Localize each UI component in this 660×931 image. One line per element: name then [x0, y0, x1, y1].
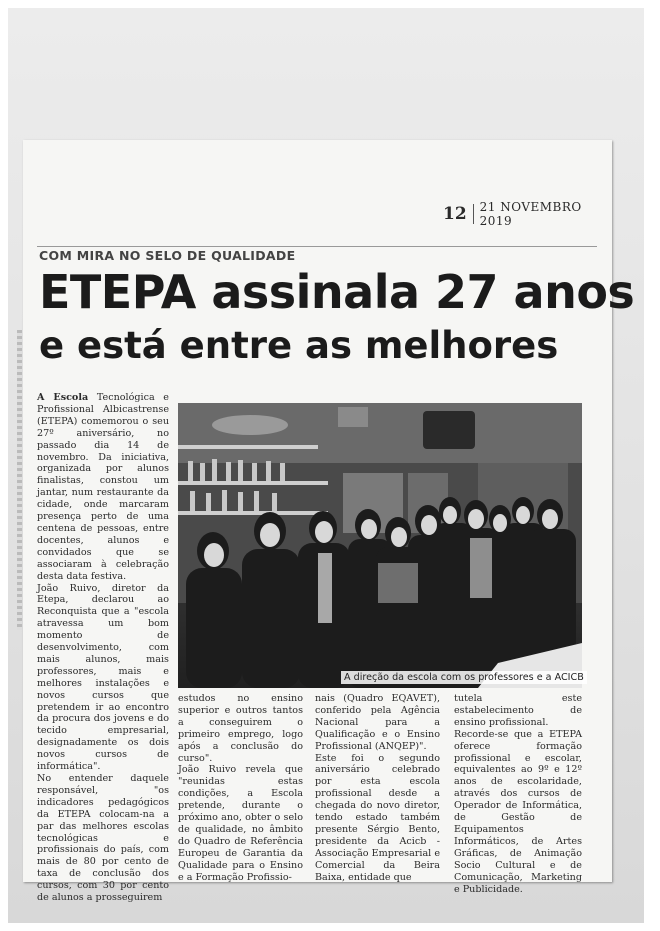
article-column-1: [37, 392, 169, 904]
publication-date: 21 NOVEMBRO 2019: [479, 200, 582, 228]
paragraph: nais (Quadro EQAVET), conferido pela Agência Nacional para a Qualificação e o Ensino Profissional (ANQEP)".: [315, 693, 440, 752]
photo-caption: A direção da escola com os professores e a ACICB: [341, 671, 587, 684]
header-divider: [473, 204, 474, 224]
paragraph: Este foi o segundo aniversário celebrado por esta escola profissional desde a chegada do novo diretor, tendo estado também presente Sérgio Bento, presidente da Acicb - Associação Empresarial e Comercial da Beira Baixa, entidade que: [315, 752, 440, 883]
paragraph: Recorde-se que a ETEPA oferece formação profissional e escolar, equivalentes ao 9º e 12º anos de escolaridade, através dos cursos de Operador de Informática, de Gestão de Equipamentos Informáticos, de Artes Gráficas, de Animação Socio Cultural e de Comunicação, Marketing e Publicidade.: [454, 728, 582, 895]
paragraph: No entender daquele responsável, "os indicadores pedagógicos da ETEPA colocam-na a par das melhores escolas tecnológicas e profissionais do país, com mais de 80 por cento de taxa de conclusão dos cursos, com 30 por cento de alunos a prosseguirem: [37, 773, 169, 904]
paragraph: tutela este estabelecimento de ensino profissional.: [454, 693, 582, 728]
article-kicker: COM MIRA NO SELO DE QUALIDADE: [39, 248, 296, 263]
article-column-3: [315, 693, 440, 884]
kicker-rule: [37, 246, 597, 247]
lead-words: A Escola: [37, 392, 89, 403]
paragraph: estudos no ensino superior e outros tantos a conseguirem o primeiro emprego, logo após a conclusão do curso".: [178, 693, 303, 764]
page-header: [443, 200, 612, 228]
article-column-4: [454, 693, 582, 895]
paragraph: João Ruivo revela que "reunidas estas condições, a Escola pretende, durante o próximo ano, obter o selo de qualidade, no âmbito do Quadro de Referência Europeu de Garantia da Qualidade para o Ensino e a Formação Profissio-: [178, 764, 303, 883]
paragraph: João Ruivo, diretor da Etepa, declarou ao Reconquista que a "escola atravessa um bom momento de desenvolvimento, com mais alunos, mais professores, mais e melhores instalações e novos cursos que pretendem ir ao encontro da procura dos jovens e do tecido empresarial, designadamente os dois novos cursos de informática".: [37, 582, 169, 773]
group-photo-illustration: [178, 403, 582, 688]
headline-line-1: ETEPA assinala 27 anos: [39, 265, 635, 319]
paragraph-text: Tecnológica e Profissional Albicastrense (ETEPA) comemorou o seu 27º aniversário, no passado dia 14 de novembro. Da iniciativa, organizada por alunos finalistas, constou um jantar, num restaurante da cidade, onde marcaram presença perto de uma centena de pessoas, entre docentes, alunos e convidados que se associaram à celebração desta data festiva.: [37, 392, 169, 582]
page-number: 12: [443, 204, 467, 224]
article-column-2: [178, 693, 303, 884]
group-photo: [178, 403, 582, 688]
headline-line-2: e está entre as melhores: [39, 324, 559, 367]
newspaper-clipping: [23, 140, 635, 904]
article-headline: [39, 264, 635, 372]
paragraph: [37, 392, 169, 583]
